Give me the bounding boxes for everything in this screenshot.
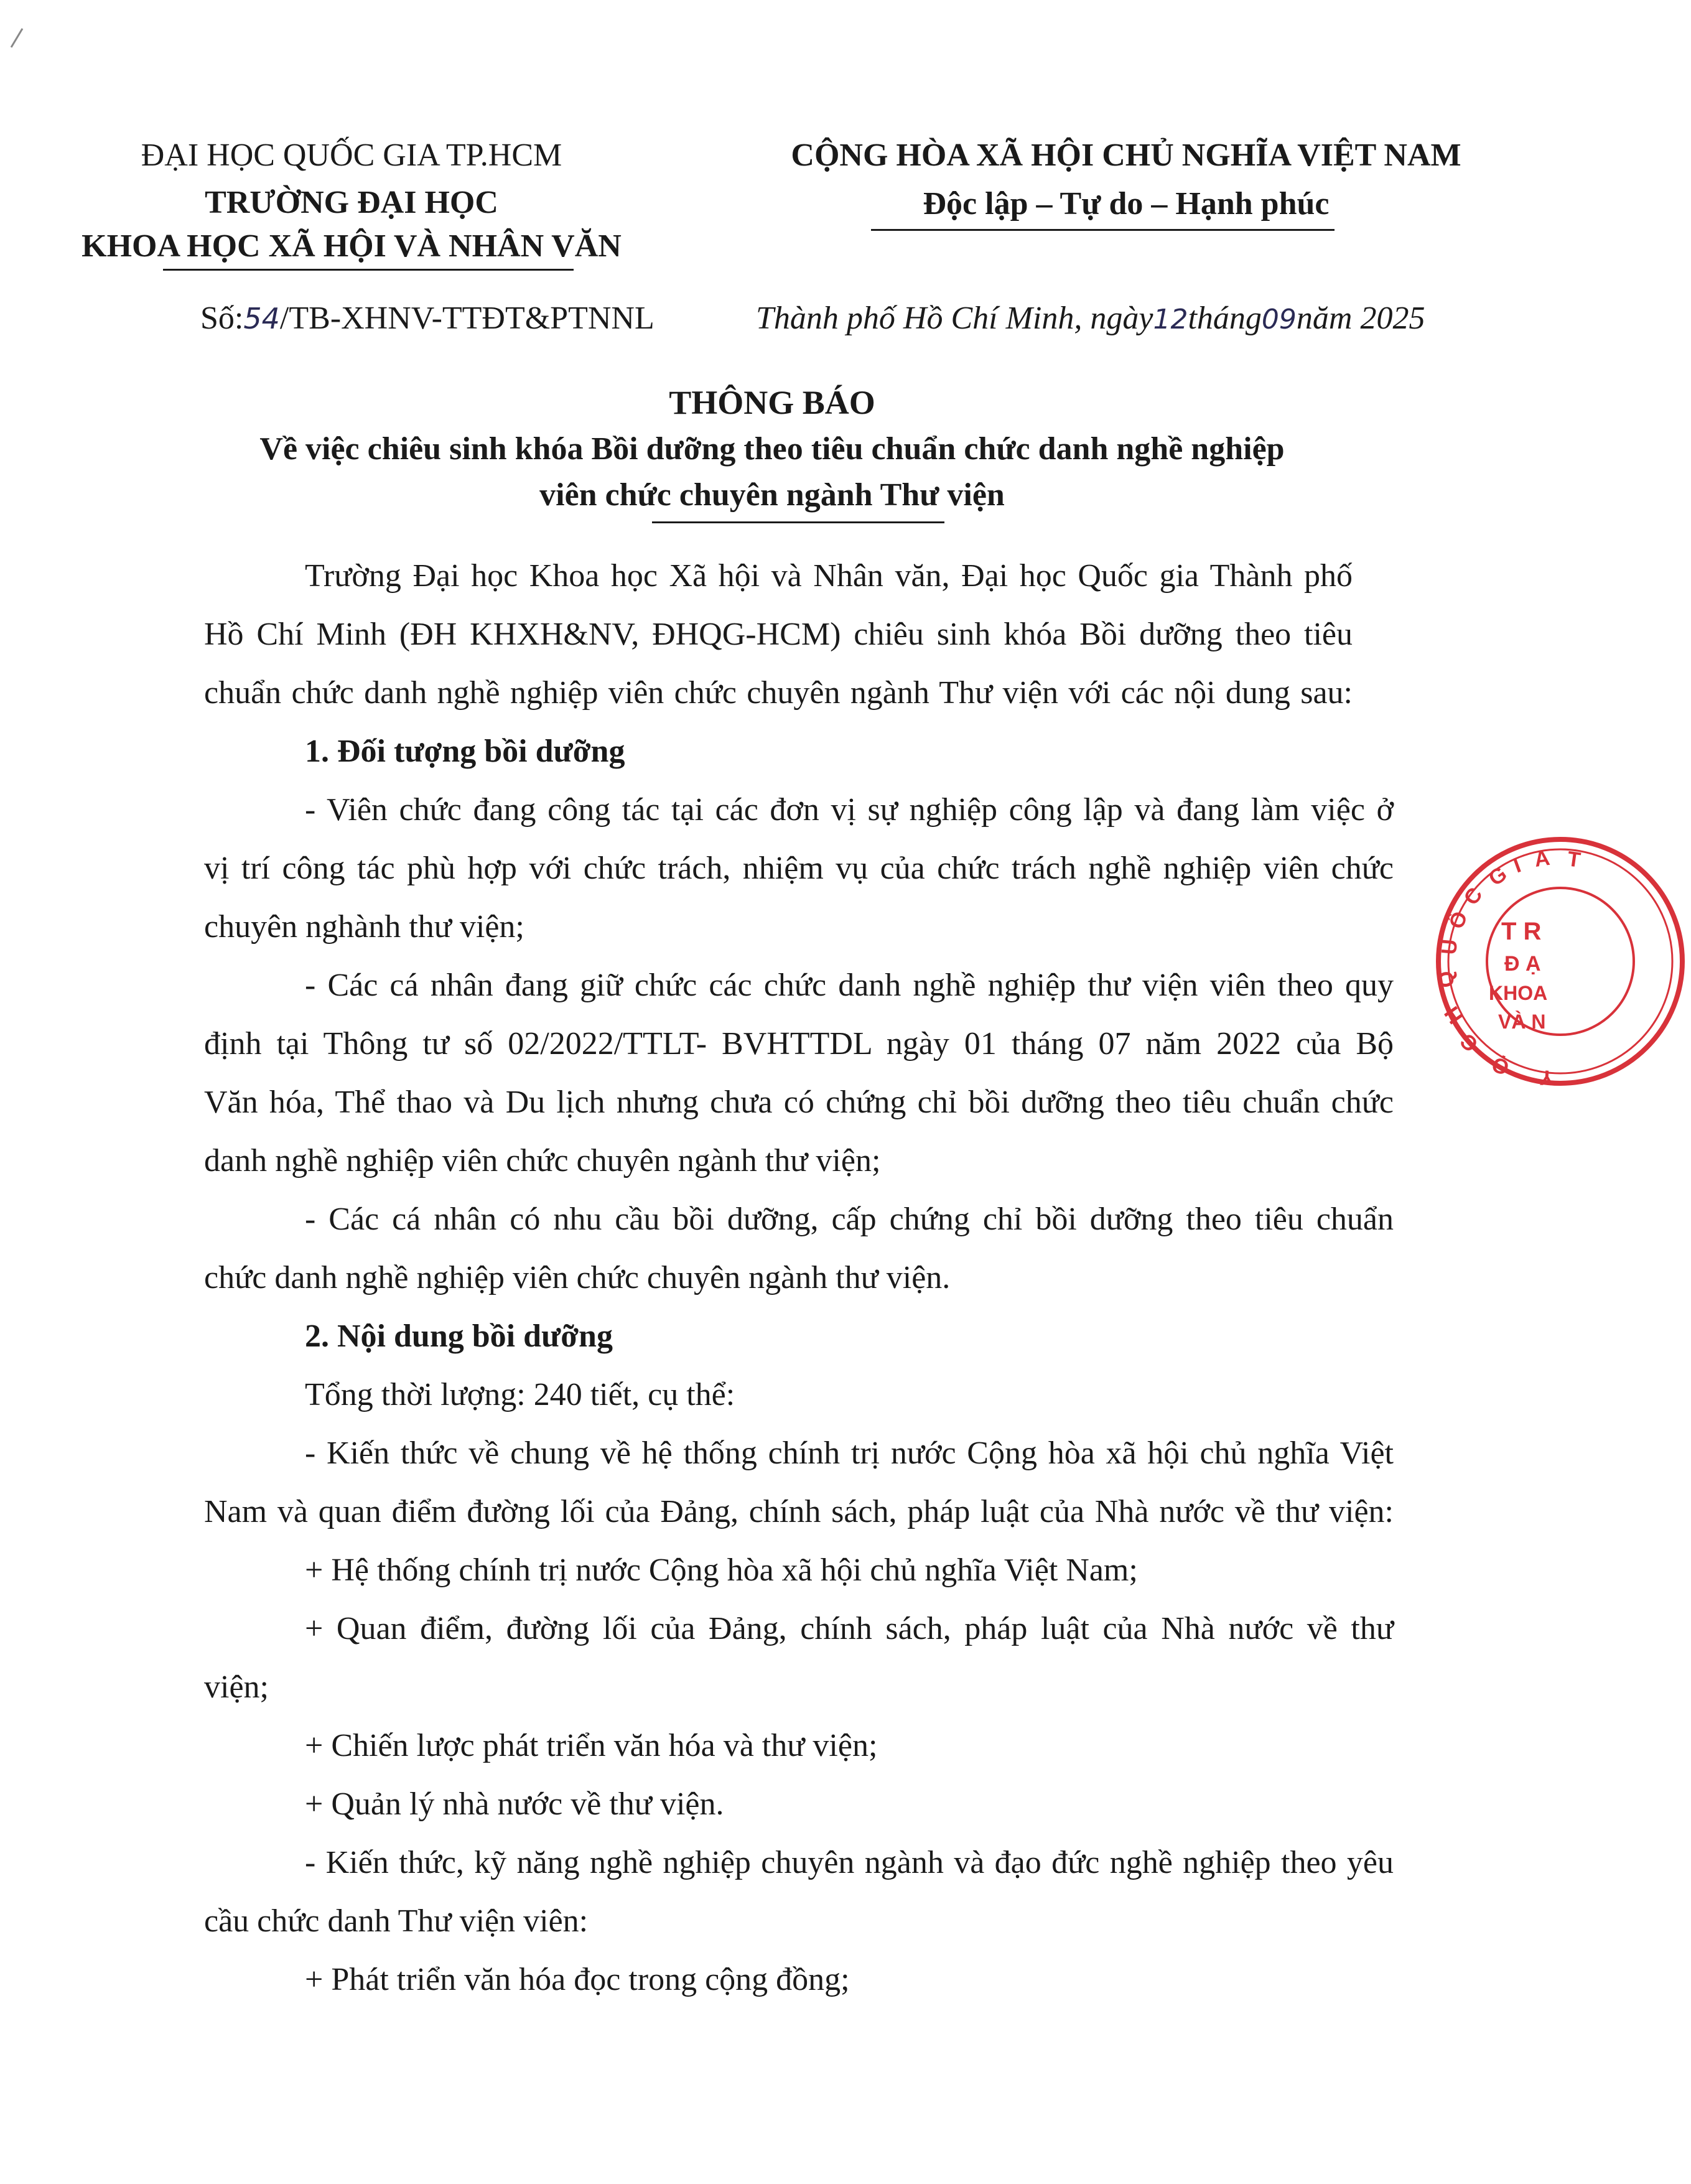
document-number-suffix: /TB-XHNV-TTĐT&PTNNL [279,301,655,336]
svg-text:H: H [1440,1002,1468,1029]
school-name-line2: KHOA HỌC XÃ HỘI VÀ NHÂN VĂN [82,228,622,264]
svg-text:Y: Y [1539,1065,1555,1090]
document-number-prefix: Số: [200,301,244,336]
svg-text:Q: Q [1433,969,1460,990]
svg-text:G: G [1484,862,1512,891]
section-1-item-1-line-2: vị trí công tác phù hợp với chức trách, nhiệm vụ của chức trách nghề nghiệp viên chức [204,851,1394,886]
notice-subject-line2: viên chức chuyên ngành Thư viện [539,477,1005,513]
knowledge-1-line-2: Nam và quan điểm đường lối của Đảng, chính sách, pháp luật của Nhà nước về thư viện: [204,1494,1394,1529]
svg-text:C: C [1459,883,1488,910]
sub-item-3: + Chiến lược phát triển văn hóa và thư viện; [305,1728,878,1763]
section-2-heading: 2. Nội dung bồi dưỡng [305,1318,613,1354]
national-title: CỘNG HÒA XÃ HỘI CHỦ NGHĨA VIỆT NAM [791,138,1461,173]
svg-text:T: T [1565,847,1582,872]
section-1-item-1-line-3: chuyên nghành thư viện; [204,909,524,945]
svg-text:KHOA: KHOA [1489,982,1548,1004]
intro-line-3: chuẩn chức danh nghề nghiệp viên chức chuyên ngành Thư viện với các nội dung sau: [204,675,1353,711]
date-month-handwritten: 09 [1261,304,1297,335]
knowledge-2-line-2: cầu chức danh Thư viện viên: [204,1903,589,1939]
sub-item-2-line-2: viện; [204,1669,269,1705]
title-underline [652,521,944,523]
section-1-item-2-line-1: - Các cá nhân đang giữ chức các chức danh nghề nghiệp thư viện viên theo quy [305,968,1394,1003]
national-motto: Độc lập – Tự do – Hạnh phúc [923,186,1330,222]
intro-line-1: Trường Đại học Khoa học Xã hội và Nhân văn, Đại học Quốc gia Thành phố [305,558,1353,594]
section-1-item-3-line-2: chức danh nghề nghiệp viên chức chuyên ngành thư viện. [204,1260,951,1295]
header-left-underline [163,269,574,271]
section-1-item-1-line-1: - Viên chức đang công tác tại các đơn vị sự nghiệp công lập và đang làm việc ở [305,792,1394,828]
section-1-heading: 1. Đối tượng bồi dưỡng [305,734,625,769]
section-2-total-hours: Tổng thời lượng: 240 tiết, cụ thể: [305,1377,735,1412]
notice-title: THÔNG BÁO [669,384,875,421]
svg-text:U: U [1437,938,1463,956]
svg-text:C: C [1455,1029,1483,1057]
knowledge-2-line-1: - Kiến thức, kỹ năng nghề nghiệp chuyên ngành và đạo đức nghề nghiệp theo yêu [305,1845,1394,1880]
section-1-item-2-line-2: định tại Thông tư số 02/2022/TTLT- BVHTTDL ngày 01 tháng 07 năm 2022 của Bộ [204,1026,1394,1062]
svg-text:I: I [1510,853,1524,878]
university-name: ĐẠI HỌC QUỐC GIA TP.HCM [141,138,562,173]
school-name-line1: TRƯỜNG ĐẠI HỌC [205,185,498,220]
date-year: năm 2025 [1296,301,1425,336]
sub-item-5: + Phát triển văn hóa đọc trong cộng đồng; [305,1962,850,1997]
svg-text:Đ Ạ: Đ Ạ [1504,952,1541,976]
svg-text:A: A [1532,846,1552,872]
date-day-handwritten: 12 [1153,304,1188,335]
svg-text:Ố: Ố [1444,908,1473,932]
svg-text:Ọ: Ọ [1488,1052,1512,1080]
section-1-item-2-line-4: danh nghề nghiệp viên chức chuyên ngành thư viện; [204,1143,881,1178]
section-1-item-2-line-3: Văn hóa, Thể thao và Du lịch nhưng chưa có chứng chỉ bồi dưỡng theo tiêu chuẩn chức [204,1085,1394,1120]
svg-text:T R: T R [1501,918,1542,945]
document-date [756,300,1425,337]
header-right-underline [871,229,1335,231]
sub-item-2-line-1: + Quan điểm, đường lối của Đảng, chính sách, pháp luật của Nhà nước về thư [305,1611,1394,1646]
document-number [200,300,655,337]
intro-line-2: Hồ Chí Minh (ĐH KHXH&NV, ĐHQG-HCM) chiêu sinh khóa Bồi dưỡng theo tiêu [204,617,1353,652]
section-1-item-3-line-1: - Các cá nhân có nhu cầu bồi dưỡng, cấp chứng chỉ bồi dưỡng theo tiêu chuẩn [305,1202,1394,1237]
university-seal-stamp [1430,831,1691,1092]
date-month-label: tháng [1188,301,1262,336]
pen-mark-icon [9,25,27,50]
sub-item-1: + Hệ thống chính trị nước Cộng hòa xã hội chủ nghĩa Việt Nam; [305,1552,1138,1588]
date-prefix: Thành phố Hồ Chí Minh, ngày [756,301,1153,336]
notice-subject-line1: Về việc chiêu sinh khóa Bồi dưỡng theo tiêu chuẩn chức danh nghề nghiệp [259,431,1285,467]
svg-text:VÀ N: VÀ N [1498,1010,1546,1033]
sub-item-4: + Quản lý nhà nước về thư viện. [305,1786,724,1822]
document-number-handwritten: 54 [243,302,280,335]
knowledge-1-line-1: - Kiến thức về chung về hệ thống chính trị nước Cộng hòa xã hội chủ nghĩa Việt [305,1435,1394,1471]
